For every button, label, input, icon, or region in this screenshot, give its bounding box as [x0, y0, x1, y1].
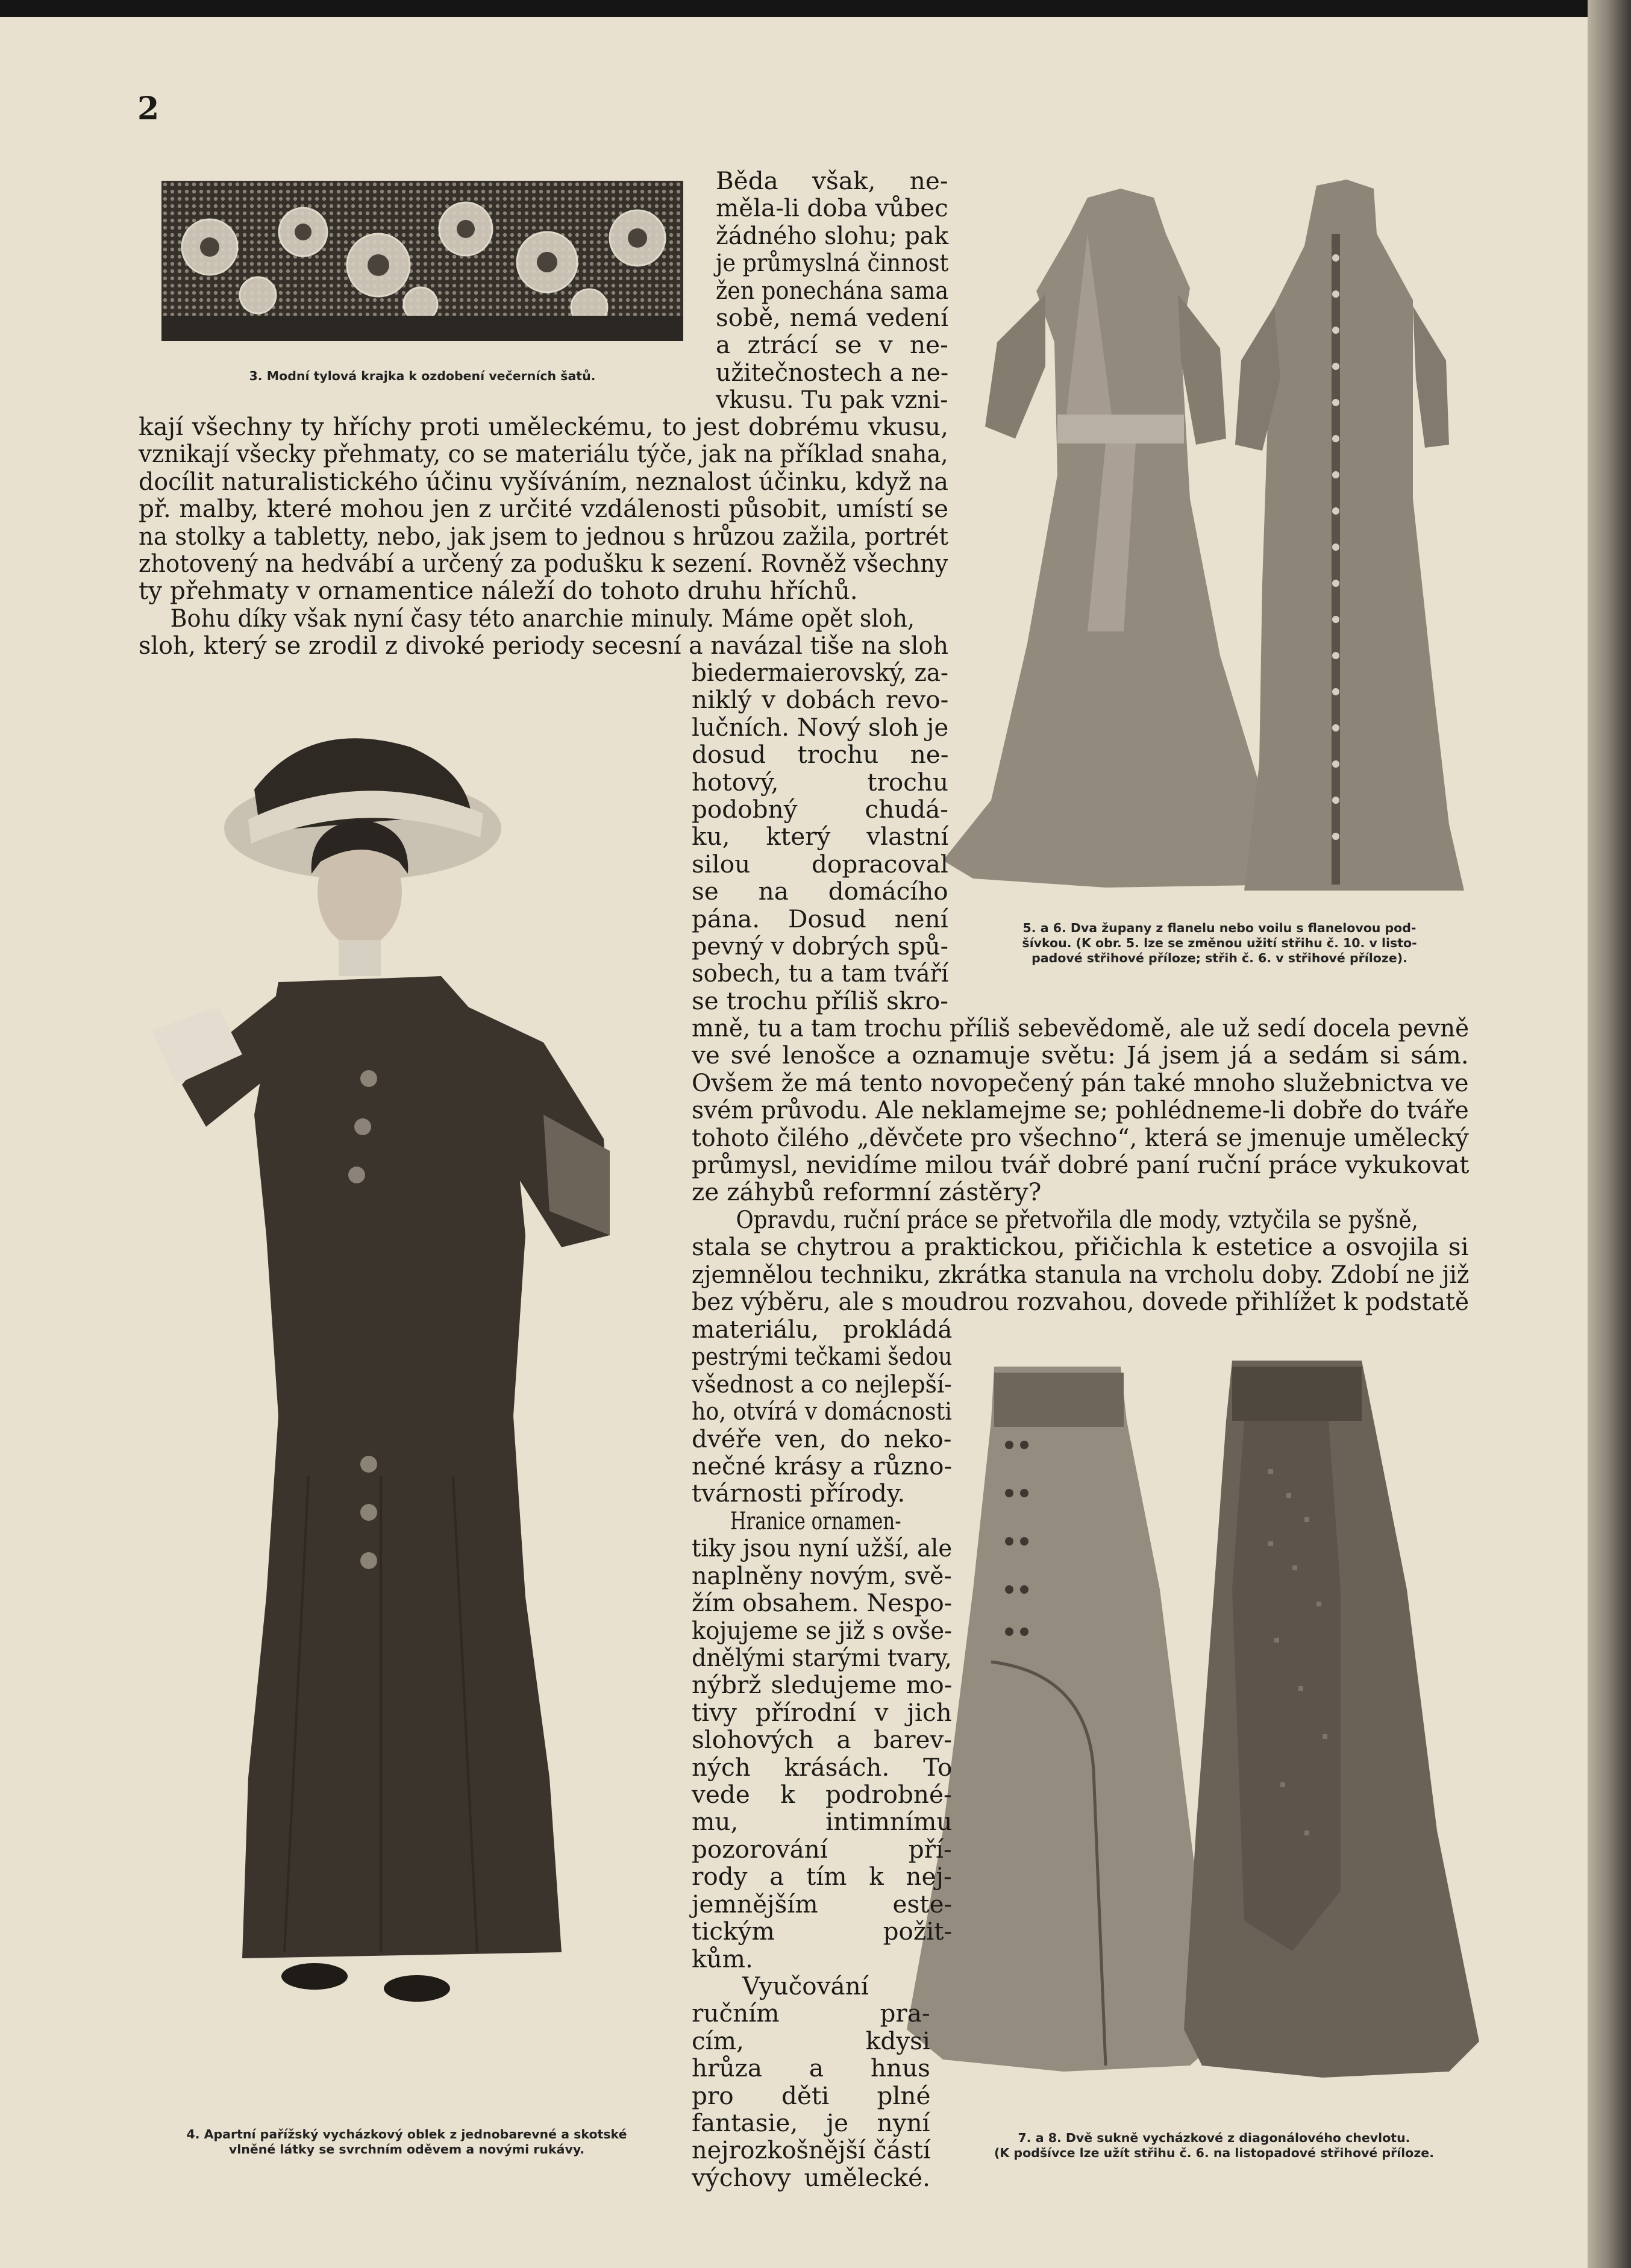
text-line: materiálu, prokládá [692, 1315, 953, 1344]
text-line: hotový, trochu [692, 767, 949, 797]
text-line: tvárnosti přírody. [692, 1479, 906, 1508]
paragraph-5 [692, 1973, 930, 2191]
figure-5-6-dressing-gowns-photo [907, 161, 1467, 895]
text-line: zhotovený na hedvábí a určený za podušku k sezení. Rovněž všechny [139, 549, 948, 578]
text-line: tickým požit- [692, 1917, 953, 1946]
text-line: ve své lenošce a oznamuje světu: Já jsem já a sedám si sám. [692, 1041, 1469, 1070]
text-line: tivy přírodní v jich [692, 1697, 952, 1727]
caption-line: 3. Modní tylová krajka k ozdobení večerních šatů. [249, 369, 596, 383]
text-line: zjemnělou techniku, zkrátka stanula na vrcholu doby. Zdobí ne již [692, 1259, 1470, 1289]
caption-line: 5. a 6. Dva župany z flanelu nebo voilu s flanelovou pod- [1022, 921, 1417, 935]
caption-line: 4. Apartní pařížský vycházkový oblek z jednobarevné a skotské [186, 2127, 627, 2141]
paragraph-2-right-wide [692, 1015, 1469, 1206]
caption-line: vlněné látky se svrchním oděvem a novými rukávy. [228, 2142, 585, 2157]
paragraph-1-narrow [716, 168, 948, 414]
text-line: dvéře ven, do neko- [692, 1424, 952, 1453]
text-line: Hranice ornamen- [730, 1506, 901, 1535]
text-line: mu, intimnímu [692, 1807, 953, 1837]
text-line: dnělými starými tvary, [692, 1643, 952, 1673]
text-line: naplněny novým, svě- [692, 1561, 952, 1590]
text-line: stala se chytrou a praktickou, přičichla k estetice a osvojila si [692, 1232, 1469, 1262]
text-line: fantasie, je nyní [692, 2108, 930, 2138]
figure-5-6-caption [975, 921, 1464, 966]
text-line: vznikají všecky přehmaty, co se materiálu týče, jak na příklad snaha, [139, 439, 948, 469]
figure-4-caption [142, 2127, 672, 2157]
figure-3-caption [161, 369, 683, 384]
text-line: ku, který vlastní [692, 822, 949, 851]
text-line: lučních. Nový sloh je [692, 712, 949, 742]
figure-7-8-walking-skirts-photo [907, 1349, 1488, 2090]
text-line: nejrozkošnější částí [692, 2135, 931, 2165]
text-line: Ovšem že má tento novopečený pán také mnoho služebnictva ve [692, 1068, 1469, 1097]
figure-3-lace-photo [161, 181, 683, 341]
figure-4-walking-outfit-photo [128, 693, 652, 2025]
text-line: měla-li doba vůbec [716, 193, 948, 223]
text-line: tohoto čilého „děvčete pro všechno“, která se jmenuje umělecký [692, 1123, 1469, 1152]
text-line: žádného slohu; pak [716, 221, 949, 250]
figure-7-8-caption [949, 2131, 1479, 2161]
text-line: bez výběru, ale s moudrou rozvahou, dovede přihlížet k podstatě [692, 1287, 1470, 1317]
text-line: pevný v dobrých spů- [692, 932, 948, 961]
text-line: kají všechny ty hříchy proti uměleckému, to jest dobrému vkusu, [139, 412, 949, 441]
text-line: nýbrž sledujeme mo- [692, 1670, 953, 1700]
paragraph-1-wide [139, 413, 948, 605]
text-line: Bohu díky však nyní časy této anarchie minuly. Máme opět sloh, [170, 604, 915, 633]
text-line: cím, kdysi [692, 2026, 930, 2055]
text-line: kům. [692, 1944, 753, 1973]
text-line: žím obsahem. Nespo- [692, 1588, 953, 1618]
text-line: vkusu. Tu pak vzni- [716, 385, 948, 415]
scan-top-edge [0, 0, 1631, 17]
text-line: se na domácího [692, 877, 948, 906]
paragraph-4 [692, 1508, 952, 1973]
text-line: docílit naturalistického účinu vyšíváním, neznalost účinku, když na [139, 466, 948, 496]
caption-line: (K podšívce lze užít střihu č. 6. na listopadové střihové příloze. [994, 2146, 1434, 2160]
caption-line: 7. a 8. Dvě sukně vycházkové z diagonálového chevlotu. [1018, 2131, 1410, 2145]
text-line: př. malby, které mohou jen z určité vzdálenosti působit, umístí se [139, 494, 949, 524]
text-line: a ztrácí se v ne- [716, 330, 948, 360]
text-line: pozorování pří- [692, 1834, 952, 1864]
text-line: pána. Dosud není [692, 904, 948, 933]
text-line: hrůza a hnus [692, 2053, 930, 2083]
paragraph-3-wide [692, 1206, 1469, 1316]
text-line: všednost a co nejlepší- [692, 1369, 952, 1399]
text-line: pro děti plné [692, 2081, 931, 2110]
text-line: se trochu příliš skro- [692, 986, 948, 1015]
text-line: Vyučování [742, 1972, 869, 2000]
text-line: vede k podrobné- [692, 1780, 952, 1809]
text-line: ze záhybů reformní zástěry? [692, 1177, 1042, 1207]
paragraph-3-narrow [692, 1316, 952, 1508]
text-line: svém průvodu. Ale neklamejme se; pohlédneme-li dobře do tváře [692, 1095, 1469, 1125]
text-line: kojujeme se již s ovše- [692, 1615, 953, 1645]
text-line: sobě, nemá vedení [716, 303, 949, 333]
text-line: průmysl, nevidíme milou tvář dobré paní ruční práce vykukovat [692, 1150, 1470, 1180]
text-line: ty přehmaty v ornamentice náleží do tohoto druhu hříchů. [139, 576, 858, 606]
text-line: pestrými tečkami šedou [692, 1342, 953, 1371]
text-line: výchovy umělecké. [692, 2163, 930, 2192]
text-line: Běda však, ne- [716, 166, 948, 195]
page-number: 2 [137, 90, 160, 127]
text-line: tiky jsou nyní užší, ale [692, 1533, 953, 1563]
caption-line: šívkou. (K obr. 5. lze se změnou užití střihu č. 10. v listo- [1022, 936, 1417, 950]
text-line: žen ponechána sama [716, 275, 949, 305]
caption-line: padové střihové příloze; střih č. 6. v střihové příloze). [1032, 951, 1407, 965]
text-line: rody a tím k nej- [692, 1862, 952, 1891]
text-line: Opravdu, ruční práce se přetvořila dle mody, vztyčila se pyšně, [736, 1205, 1418, 1234]
text-line: mně, tu a tam trochu příliš sebevědomě, ale už sedí docela pevně [692, 1013, 1470, 1042]
text-line: sobech, tu a tam tváří [692, 959, 949, 988]
text-line: ných krásách. To [692, 1752, 953, 1782]
text-line: silou dopracoval [692, 849, 948, 879]
text-line: užitečnostech a ne- [716, 357, 949, 387]
text-line: jemnějším este- [692, 1889, 953, 1919]
paragraph-2-wide [139, 605, 948, 660]
text-line: ručním pra- [692, 1999, 930, 2028]
text-line: slohových a barev- [692, 1725, 952, 1755]
book-spine-edge [1588, 0, 1631, 2268]
text-line: ho, otvírá v domácnosti [692, 1397, 952, 1426]
text-line: niklý v dobách revo- [692, 685, 949, 715]
text-line: sloh, který se zrodil z divoké periody secesní a navázal tiše na sloh [139, 631, 949, 660]
text-line: je průmyslná činnost [716, 248, 949, 278]
text-line: podobný chudá- [692, 795, 948, 824]
text-line: dosud trochu ne- [692, 740, 949, 769]
paragraph-2-narrow [692, 659, 948, 1015]
text-line: biedermaierovský, za- [692, 658, 948, 687]
text-line: nečné krásy a různo- [692, 1452, 953, 1481]
text-line: na stolky a tabletty, nebo, jak jsem to jednou s hrůzou zažila, portrét [139, 521, 949, 551]
